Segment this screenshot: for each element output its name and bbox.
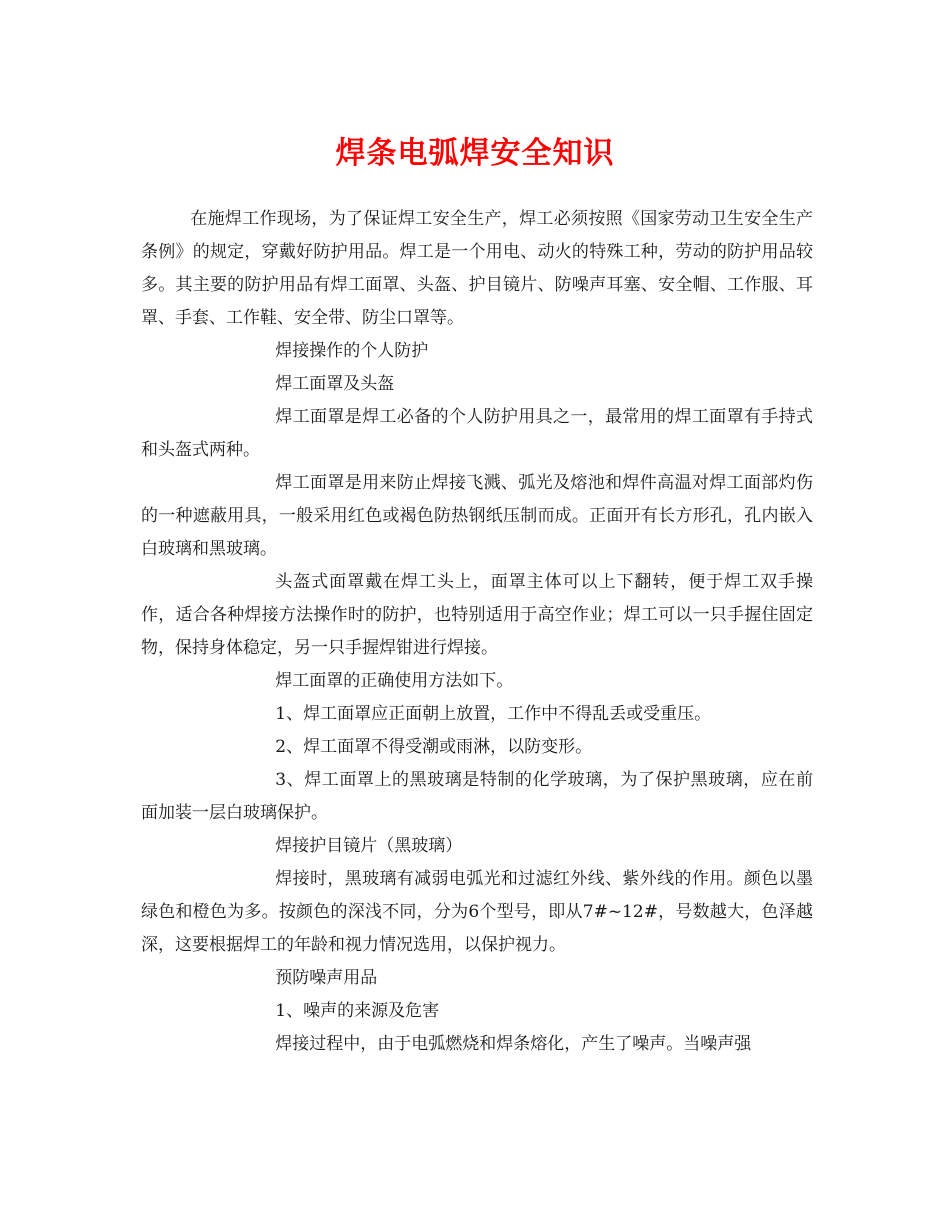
document-body xyxy=(141,203,813,1061)
paragraph-intro: 在施焊工作现场，为了保证焊工安全生产，焊工必须按照《国家劳动卫生安全生产条例》的规定，穿戴好防护用品。焊工是一个用电、动火的特殊工种，劳动的防护用品较多。其主要的防护用品有焊工面罩、头盔、护目镜片、防噪声耳塞、安全帽、工作服、耳罩、手套、工作鞋、安全带、防尘口罩等。 xyxy=(141,209,813,328)
paragraph-helmet-mask: 头盔式面罩戴在焊工头上，面罩主体可以上下翻转，便于焊工双手操作，适合各种焊接方法操作时的防护，也特别适用于高空作业；焊工可以一只手握住固定物，保持身体稳定，另一只手握焊钳进行焊接。 xyxy=(141,572,813,658)
document-title: 焊条电弧焊安全知识 xyxy=(335,136,615,171)
paragraph-mask-purpose: 焊工面罩是用来防止焊接飞溅、弧光及熔池和焊件高温对焊工面部灼伤的一种遮蔽用具，一般采用红色或褐色防热钢纸压制而成。正面开有长方形孔，孔内嵌入白玻璃和黑玻璃。 xyxy=(141,473,813,559)
list-item-usage-1: 1、焊工面罩应正面朝上放置，工作中不得乱丢或受重压。 xyxy=(275,704,712,724)
paragraph-usage-intro: 焊工面罩的正确使用方法如下。 xyxy=(275,671,514,691)
paragraph-mask-types: 焊工面罩是焊工必备的个人防护用具之一，最常用的焊工面罩有手持式和头盔式两种。 xyxy=(141,407,813,460)
subsection-heading-mask-helmet: 焊工面罩及头盔 xyxy=(275,374,395,394)
list-item-usage-2: 2、焊工面罩不得受潮或雨淋，以防变形。 xyxy=(275,737,593,757)
paragraph-noise: 焊接过程中，由于电弧燃烧和焊条熔化，产生了噪声。当噪声强 xyxy=(275,1034,752,1054)
list-item-usage-3: 3、焊工面罩上的黑玻璃是特制的化学玻璃，为了保护黑玻璃，应在前面加装一层白玻璃保护。 xyxy=(141,770,813,823)
section-heading-personal-protection: 焊接操作的个人防护 xyxy=(275,341,429,361)
subsection-heading-lens: 焊接护目镜片（黑玻璃） xyxy=(275,836,463,856)
list-item-noise-1: 1、噪声的来源及危害 xyxy=(275,1001,440,1021)
section-heading-noise: 预防噪声用品 xyxy=(275,968,378,988)
paragraph-lens: 焊接时，黑玻璃有减弱电弧光和过滤红外线、紫外线的作用。颜色以墨绿色和橙色为多。按颜色的深浅不同，分为6个型号，即从7#~12#，号数越大，色泽越深，这要根据焊工的年龄和视力情况选用，以保护视力。 xyxy=(141,869,813,955)
